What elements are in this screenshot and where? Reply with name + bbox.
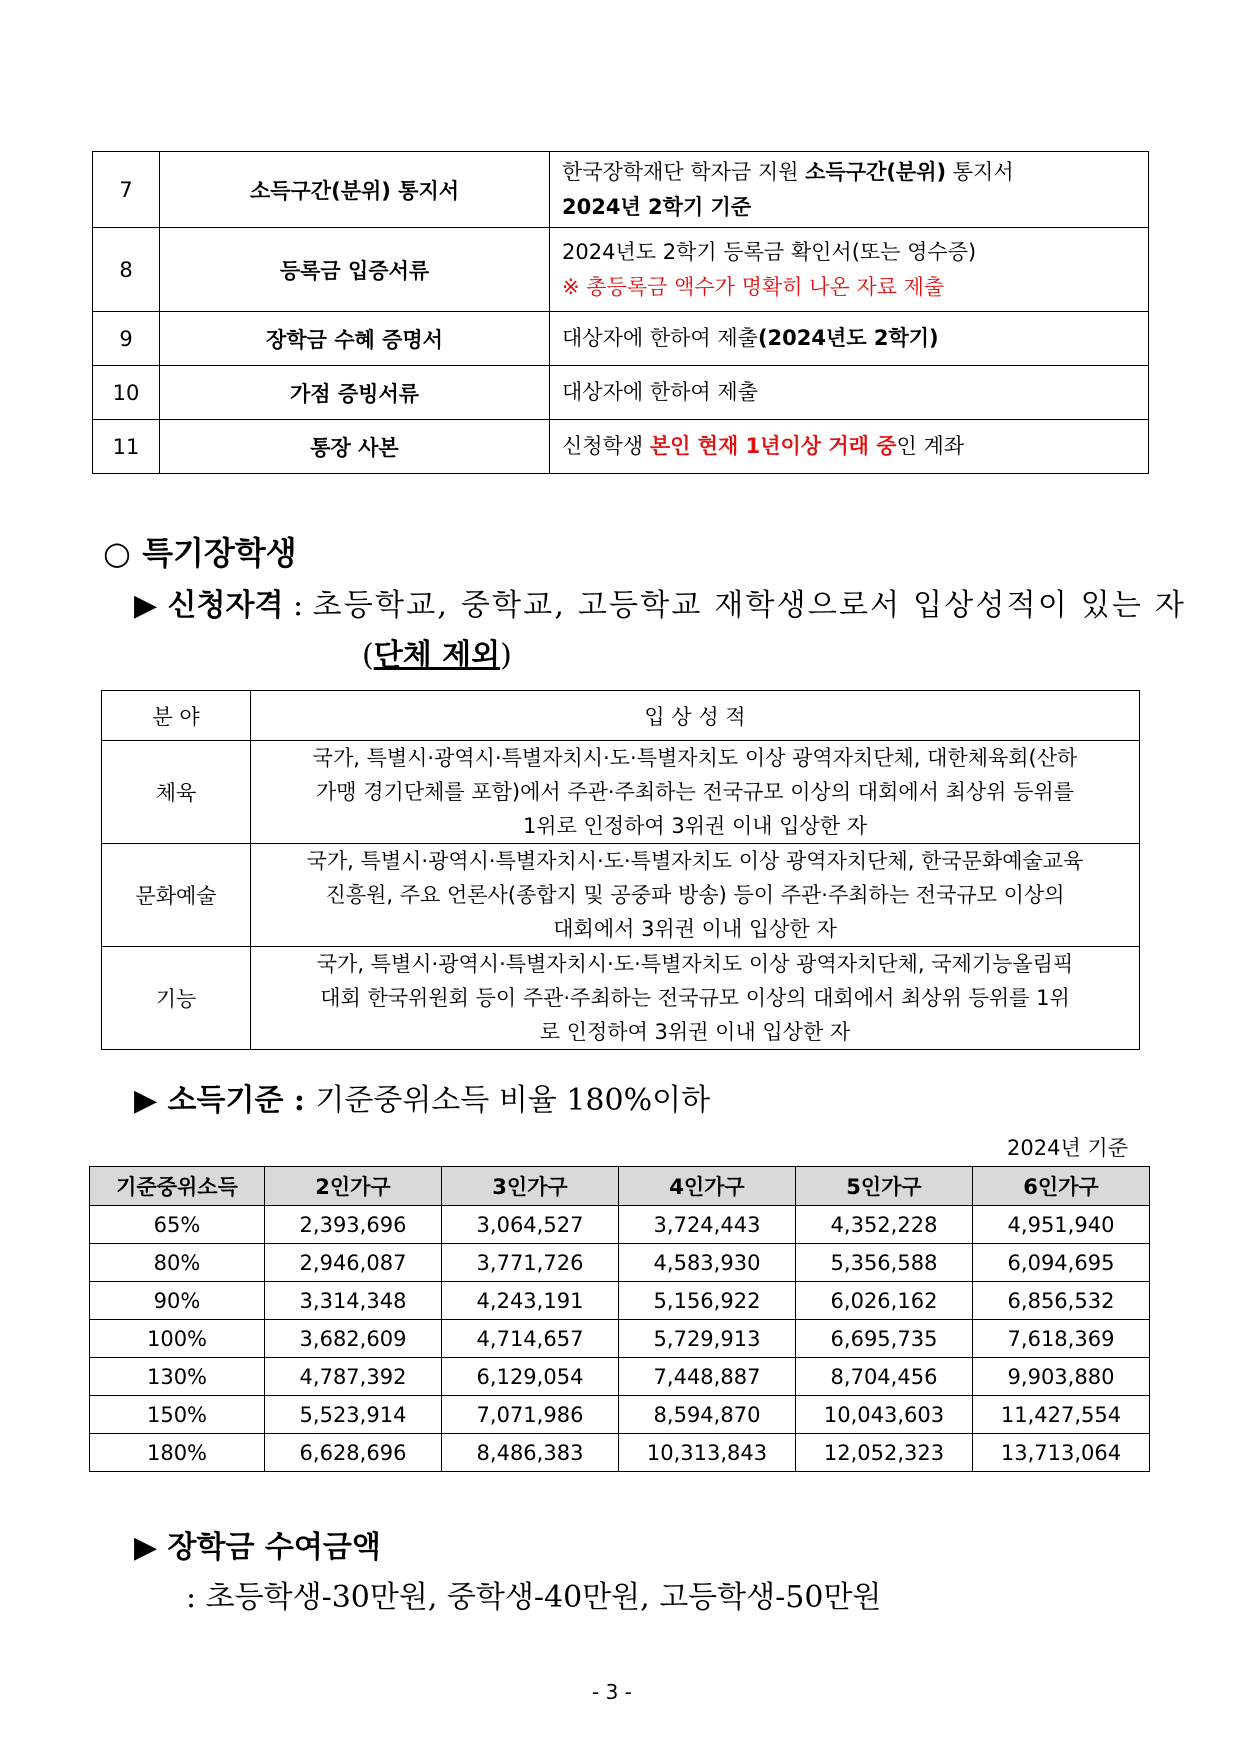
table-row (93, 420, 1149, 474)
doc-name: 가점 증빙서류 (160, 366, 550, 420)
table-row (90, 1282, 1150, 1320)
table-cell: 100% (90, 1320, 265, 1358)
income-basis-note: 2024년 기준 (1007, 1136, 1128, 1160)
column-header: 4인가구 (619, 1167, 796, 1206)
table-cell: 6,628,696 (265, 1434, 442, 1472)
table-cell: 11,427,554 (973, 1396, 1150, 1434)
doc-description: 대상자에 한하여 제출 (550, 366, 1149, 420)
table-cell: 5,523,914 (265, 1396, 442, 1434)
table-row (90, 1320, 1150, 1358)
qualification-note: (단체 제외) (362, 638, 512, 673)
table-cell: 5,729,913 (619, 1320, 796, 1358)
table-row (93, 152, 1149, 228)
doc-description: 2024년도 2학기 등록금 확인서(또는 영수증) ※ 총등록금 액수가 명확히 나온 자료 제출 (550, 228, 1149, 312)
table-cell: 150% (90, 1396, 265, 1434)
table-cell: 10,043,603 (796, 1396, 973, 1434)
table-cell: 2,946,087 (265, 1244, 442, 1282)
table-cell: 8,486,383 (442, 1434, 619, 1472)
table-row (93, 366, 1149, 420)
award-field: 체육 (102, 741, 251, 844)
award-field: 기능 (102, 947, 251, 1050)
table-cell: 5,156,922 (619, 1282, 796, 1320)
table-cell: 4,951,940 (973, 1206, 1150, 1244)
amount-text: : 초등학생-30만원, 중학생-40만원, 고등학생-50만원 (186, 1580, 882, 1615)
doc-number: 8 (93, 228, 160, 312)
table-cell: 7,071,986 (442, 1396, 619, 1434)
table-cell: 8,594,870 (619, 1396, 796, 1434)
income-criteria-label: ▶ 소득기준 (134, 1083, 284, 1118)
award-description: 국가, 특별시·광역시·특별자치시·도·특별자치도 이상 광역자치단체, 대한체육회(산하 가맹 경기단체를 포함)에서 주관·주최하는 전국규모 이상의 대회에서 최상위 등위를 1위로 인정하여 3위권 이내 입상한 자 (251, 741, 1140, 844)
income-table (89, 1166, 1150, 1472)
column-header: 3인가구 (442, 1167, 619, 1206)
table-cell: 4,583,930 (619, 1244, 796, 1282)
table-cell: 6,026,162 (796, 1282, 973, 1320)
doc-name: 통장 사본 (160, 420, 550, 474)
amount-label: ▶ 장학금 수여금액 (134, 1530, 381, 1565)
table-cell: 13,713,064 (973, 1434, 1150, 1472)
column-header: 분 야 (102, 691, 251, 741)
column-header: 기준중위소득 (90, 1167, 265, 1206)
page-number: - 3 - (592, 1680, 632, 1704)
column-header: 2인가구 (265, 1167, 442, 1206)
table-cell: 3,771,726 (442, 1244, 619, 1282)
doc-name: 소득구간(분위) 통지서 (160, 152, 550, 228)
table-cell: 4,714,657 (442, 1320, 619, 1358)
table-cell: 180% (90, 1434, 265, 1472)
table-cell: 3,314,348 (265, 1282, 442, 1320)
award-description: 국가, 특별시·광역시·특별자치시·도·특별자치도 이상 광역자치단체, 한국문화예술교육 진흥원, 주요 언론사(종합지 및 공중파 방송) 등이 주관·주최하는 전국규모 이상의 대회에서 3위권 이내 입상한 자 (251, 844, 1140, 947)
table-row (93, 228, 1149, 312)
table-cell: 4,787,392 (265, 1358, 442, 1396)
table-cell: 80% (90, 1244, 265, 1282)
table-cell: 3,682,609 (265, 1320, 442, 1358)
doc-number: 7 (93, 152, 160, 228)
doc-number: 11 (93, 420, 160, 474)
table-cell: 9,903,880 (973, 1358, 1150, 1396)
income-criteria-line: ▶ 소득기준 : 기준중위소득 비율 180%이하 (134, 1083, 711, 1118)
awards-table (101, 690, 1140, 1050)
qualification-label: ▶ 신청자격 (134, 588, 284, 623)
table-cell: 4,243,191 (442, 1282, 619, 1320)
table-row (102, 844, 1140, 947)
table-cell: 6,094,695 (973, 1244, 1150, 1282)
table-row (90, 1358, 1150, 1396)
column-header: 5인가구 (796, 1167, 973, 1206)
qualification-text: 초등학교, 중학교, 고등학교 재학생으로서 입상성적이 있는 자 (312, 588, 1187, 623)
section-title-special: ○ 특기장학생 (103, 534, 297, 572)
table-cell: 7,448,887 (619, 1358, 796, 1396)
table-cell: 5,356,588 (796, 1244, 973, 1282)
table-row (93, 312, 1149, 366)
table-cell: 10,313,843 (619, 1434, 796, 1472)
qualification-line: ▶ 신청자격 : 초등학교, 중학교, 고등학교 재학생으로서 입상성적이 있는 자 (134, 588, 1187, 623)
doc-description: 한국장학재단 학자금 지원 소득구간(분위) 통지서 2024년 2학기 기준 (550, 152, 1149, 228)
doc-name: 등록금 입증서류 (160, 228, 550, 312)
table-cell: 65% (90, 1206, 265, 1244)
table-cell: 2,393,696 (265, 1206, 442, 1244)
column-header: 6인가구 (973, 1167, 1150, 1206)
table-cell: 130% (90, 1358, 265, 1396)
table-header-row (102, 691, 1140, 741)
warning-note: ※ 총등록금 액수가 명확히 나온 자료 제출 (562, 274, 945, 299)
table-cell: 3,064,527 (442, 1206, 619, 1244)
table-cell: 6,856,532 (973, 1282, 1150, 1320)
table-header-row (90, 1167, 1150, 1206)
column-header: 입 상 성 적 (251, 691, 1140, 741)
table-cell: 8,704,456 (796, 1358, 973, 1396)
doc-number: 9 (93, 312, 160, 366)
table-cell: 90% (90, 1282, 265, 1320)
doc-number: 10 (93, 366, 160, 420)
table-cell: 12,052,323 (796, 1434, 973, 1472)
table-row (102, 947, 1140, 1050)
table-row (90, 1206, 1150, 1244)
income-criteria-text: 기준중위소득 비율 180%이하 (315, 1083, 711, 1118)
table-cell: 7,618,369 (973, 1320, 1150, 1358)
table-cell: 3,724,443 (619, 1206, 796, 1244)
award-field: 문화예술 (102, 844, 251, 947)
table-cell: 6,129,054 (442, 1358, 619, 1396)
table-row (90, 1244, 1150, 1282)
doc-description: 신청학생 본인 현재 1년이상 거래 중인 계좌 (550, 420, 1149, 474)
doc-name: 장학금 수혜 증명서 (160, 312, 550, 366)
doc-description: 대상자에 한하여 제출(2024년도 2학기) (550, 312, 1149, 366)
table-row (90, 1396, 1150, 1434)
table-cell: 4,352,228 (796, 1206, 973, 1244)
table-row (90, 1434, 1150, 1472)
table-row (102, 741, 1140, 844)
award-description: 국가, 특별시·광역시·특별자치시·도·특별자치도 이상 광역자치단체, 국제기능올림픽 대회 한국위원회 등이 주관·주최하는 전국규모 이상의 대회에서 최상위 등위를 1위 로 인정하여 3위권 이내 입상한 자 (251, 947, 1140, 1050)
table-cell: 6,695,735 (796, 1320, 973, 1358)
required-docs-table (92, 151, 1149, 474)
